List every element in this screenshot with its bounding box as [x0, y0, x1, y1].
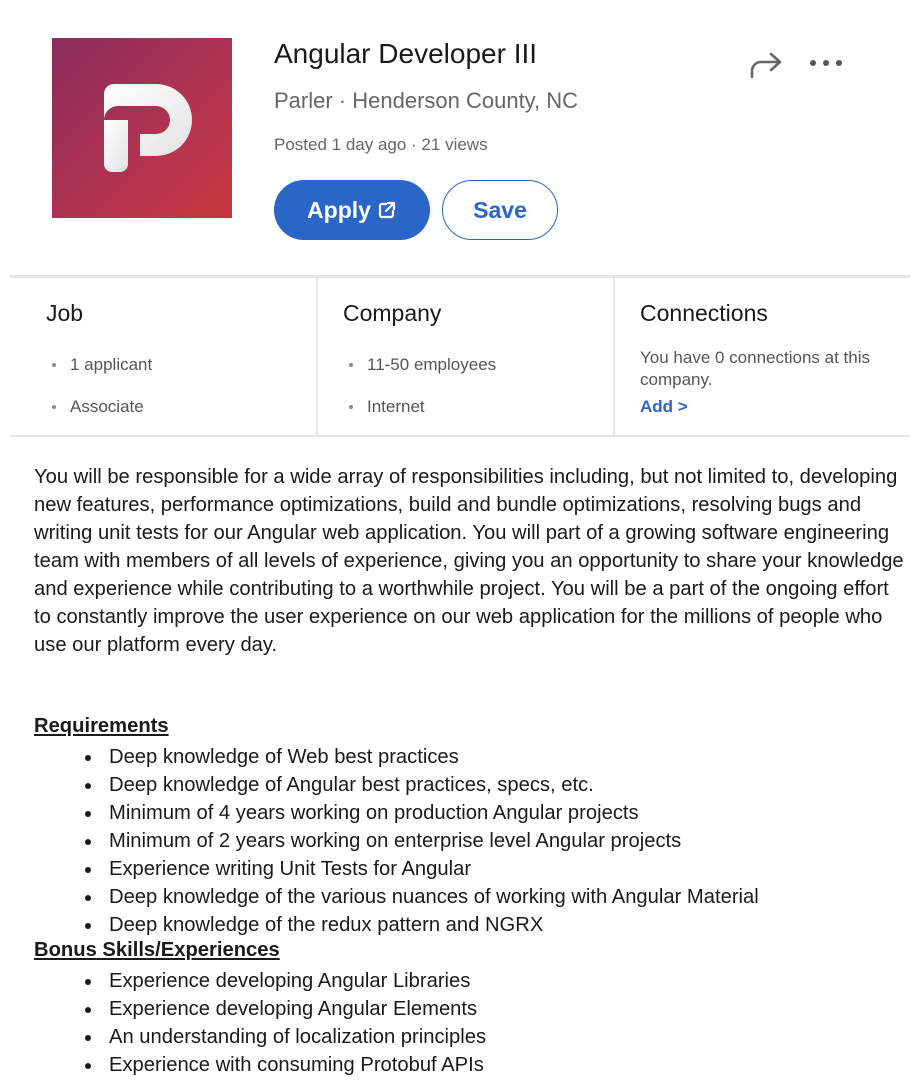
bonus-list: [34, 967, 486, 1079]
company-info-column: [318, 278, 613, 435]
company-info-heading: Company: [343, 300, 442, 326]
company-logo[interactable]: [52, 38, 232, 218]
requirements-list: [34, 743, 759, 939]
job-description: You will be responsible for a wide array of responsibilities including, but not limited to, developing new features, performance optimizations, build and bundle optimizations, resolving bugs and writing unit tests for our Angular web application. You will part of a growing software engineering team with members of all levels of experience, giving you an opportunity to share your knowledge and experience while contributing to a worthwhile project. You will be a part of the ongoing effort to constantly improve the user experience on our web application for the millions of people who use our platform every day.: [34, 466, 904, 656]
save-button[interactable]: Save: [442, 180, 558, 240]
connections-heading: Connections: [640, 300, 768, 326]
list-item: Experience with consuming Protobuf APIs: [34, 1051, 486, 1079]
share-icon[interactable]: [748, 50, 784, 80]
connections-text: You have 0 connections at this company.: [640, 348, 870, 389]
job-info-item: Associate: [52, 397, 144, 417]
list-item: Deep knowledge of Web best practices: [34, 743, 759, 771]
apply-button[interactable]: [274, 180, 430, 240]
list-item: Deep knowledge of Angular best practices, specs, etc.: [34, 771, 759, 799]
job-info-item: 1 applicant: [52, 355, 152, 375]
list-item: Deep knowledge of the redux pattern and NGRX: [34, 911, 759, 939]
divider: [10, 435, 910, 437]
connections-column: [615, 278, 910, 435]
list-item: Minimum of 2 years working on enterprise level Angular projects: [34, 827, 759, 855]
list-item: Experience developing Angular Elements: [34, 995, 486, 1023]
list-item: An understanding of localization principles: [34, 1023, 486, 1051]
company-location: Parler · Henderson County, NC: [274, 88, 579, 113]
bonus-heading: Bonus Skills/Experiences: [34, 939, 280, 961]
more-options-icon[interactable]: [808, 52, 844, 74]
requirements-heading: Requirements: [34, 715, 169, 737]
list-item: Deep knowledge of the various nuances of working with Angular Material: [34, 883, 759, 911]
list-item: Experience writing Unit Tests for Angular: [34, 855, 759, 883]
company-info-item: 11-50 employees: [349, 355, 496, 375]
job-info-heading: Job: [46, 300, 84, 326]
add-connections-link[interactable]: Add >: [640, 397, 688, 416]
company-info-item: Internet: [349, 397, 425, 417]
job-info-column: [10, 278, 316, 435]
external-link-icon: [377, 200, 397, 220]
apply-label: Apply: [307, 196, 371, 223]
job-title: Angular Developer III: [274, 38, 538, 69]
list-item: Experience developing Angular Libraries: [34, 967, 486, 995]
posted-meta: Posted 1 day ago · 21 views: [274, 135, 488, 154]
list-item: Minimum of 4 years working on production Angular projects: [34, 799, 759, 827]
parler-logo-icon: [52, 38, 232, 218]
